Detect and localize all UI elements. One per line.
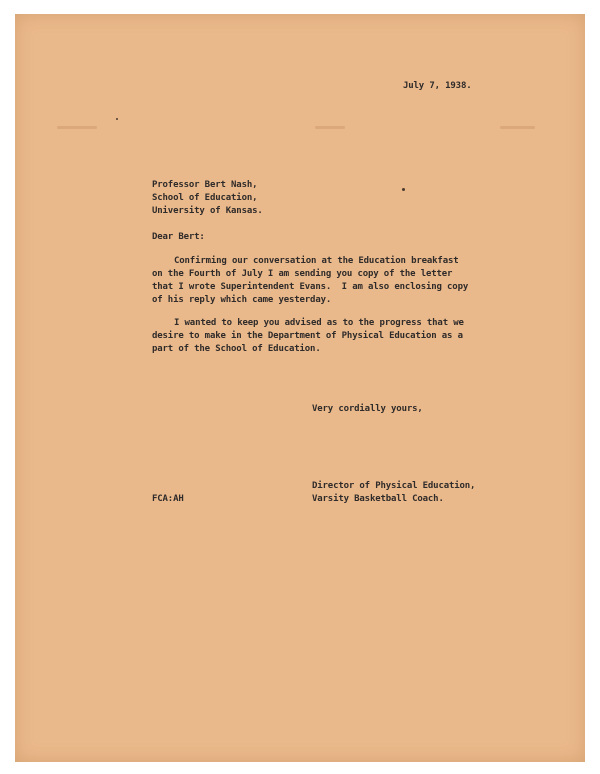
paper-speck (116, 118, 118, 120)
letter-page (15, 14, 585, 762)
signature-title-line: Director of Physical Education, (312, 481, 476, 491)
signature-title-line: Varsity Basketball Coach. (312, 494, 444, 504)
closing: Very cordially yours, (312, 404, 423, 414)
paragraph-1-line: of his reply which came yesterday. (152, 295, 332, 305)
paragraph-1-line: Confirming our conversation at the Education breakfast (174, 256, 459, 266)
recipient-line: University of Kansas. (152, 206, 263, 216)
bleed-through-mark (57, 126, 97, 129)
typist-initials: FCA:AH (152, 494, 184, 504)
bleed-through-mark (315, 126, 345, 129)
paragraph-2-line: I wanted to keep you advised as to the progress that we (174, 318, 464, 328)
letter-date: July 7, 1938. (403, 81, 472, 91)
paper-speck (402, 188, 405, 191)
paragraph-1-line: on the Fourth of July I am sending you copy of the letter (152, 269, 453, 279)
salutation: Dear Bert: (152, 232, 205, 242)
recipient-line: School of Education, (152, 193, 258, 203)
bleed-through-mark (500, 126, 535, 129)
recipient-line: Professor Bert Nash, (152, 180, 258, 190)
paragraph-2-line: desire to make in the Department of Physical Education as a (152, 331, 463, 341)
paragraph-2-line: part of the School of Education. (152, 344, 321, 354)
paragraph-1-line: that I wrote Superintendent Evans. I am also enclosing copy (152, 282, 469, 292)
